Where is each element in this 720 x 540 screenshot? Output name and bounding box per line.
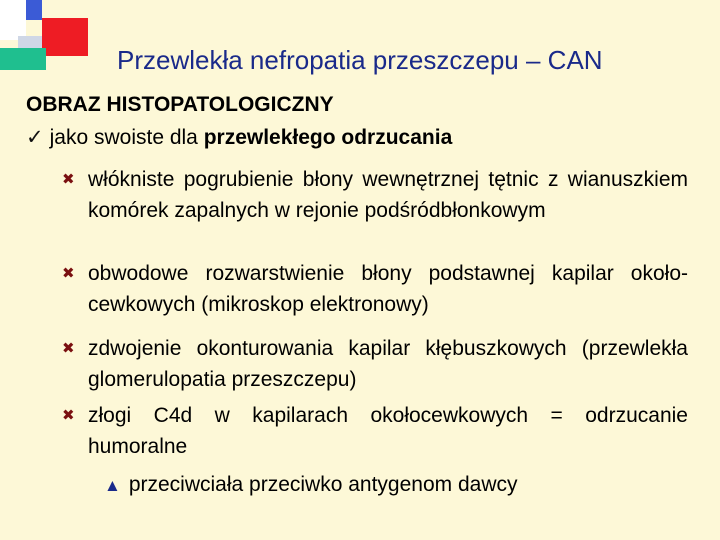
cross-bullet-icon: ✖ — [62, 265, 75, 282]
list-item — [62, 258, 688, 320]
list-item-text: włókniste pogrubienie błony wewnętrznej tętnic z wianuszkiem komórek zapalnych w rejonie podśródbłonkowym — [88, 168, 688, 222]
wedge-bullet-icon: ▲ — [104, 476, 121, 495]
list-item-text: obwodowe rozwarstwienie błony podstawnej kapilar około-cewkowych (mikroskop elektronowy) — [88, 262, 688, 316]
list-item-text: złogi C4d w kapilarach okołocewkowych = odrzucanie humoralne — [88, 404, 688, 458]
level1-text-bold: przewlekłego odrzucania — [203, 126, 453, 149]
decor-block-green — [0, 48, 46, 70]
list-item — [62, 164, 688, 226]
level1-item — [26, 124, 452, 152]
sub-list-item — [104, 470, 518, 501]
sub-list-item-text: przeciwciała przeciwko antygenom dawcy — [128, 473, 518, 496]
decor-block-red — [42, 18, 88, 56]
decor-block-white — [0, 0, 26, 40]
decor-block-blue — [26, 0, 42, 20]
cross-bullet-icon: ✖ — [62, 171, 75, 188]
level1-text: jako swoiste dla — [49, 126, 204, 149]
section-heading: OBRAZ HISTOPATOLOGICZNY — [26, 93, 334, 116]
cross-bullet-icon: ✖ — [62, 407, 75, 424]
list-item — [62, 400, 688, 462]
slide-title: Przewlekła nefropatia przeszczepu – CAN — [117, 45, 603, 75]
check-icon: ✓ — [26, 126, 44, 149]
list-item-text: zdwojenie okonturowania kapilar kłębuszkowych (przewlekła glomerulopatia przeszczepu) — [88, 337, 688, 391]
list-item — [62, 333, 688, 395]
cross-bullet-icon: ✖ — [62, 340, 75, 357]
